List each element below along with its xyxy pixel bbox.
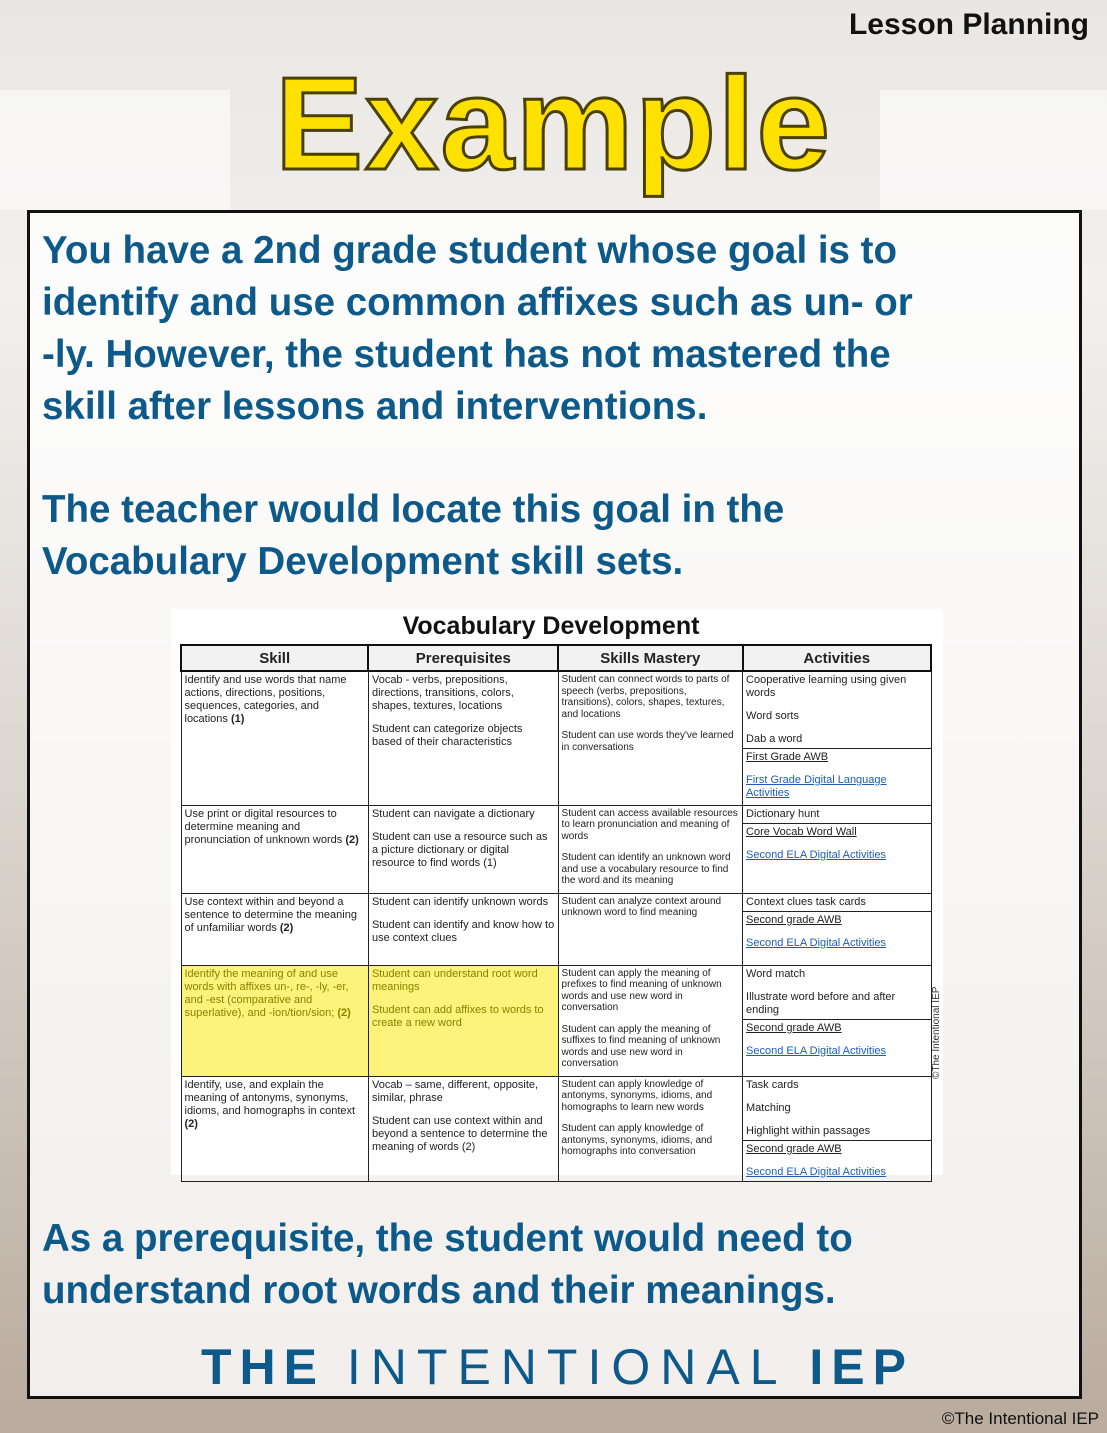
logo-intentional: INTENTIONAL (346, 1339, 788, 1395)
mastery-cell (558, 1076, 742, 1181)
activity-item: Task cards (746, 1078, 799, 1091)
resources-list (743, 912, 930, 952)
mastery-cell (558, 893, 742, 965)
vertical-copyright: ©The Intentional IEP (931, 986, 942, 1079)
mastery-item: Student can analyze context around unknown word to find meaning (561, 895, 722, 918)
resource-link[interactable]: Core Vocab Word Wall (746, 825, 857, 838)
resource-link[interactable]: Second grade AWB (746, 1021, 842, 1034)
activity-item: Word match (746, 967, 806, 980)
table-row (181, 893, 931, 965)
resource-link[interactable]: Second grade AWB (746, 1142, 842, 1155)
intro-line: skill after lessons and interventions. (42, 385, 708, 428)
prerequisite-item: Vocab - verbs, prepositions, directions, transitions, colors, shapes, textures, locations (371, 674, 514, 712)
activities-cell (743, 805, 931, 893)
grade-level: (2) (337, 1006, 351, 1019)
column-header: Prerequisites (368, 645, 558, 671)
resources-list (743, 749, 930, 802)
intro-line: You have a 2nd grade student whose goal is to (42, 229, 897, 272)
mastery-item: Student can apply knowledge of antonyms, synonyms, idioms, and homographs to learn new words (561, 1078, 713, 1113)
mastery-item: Student can apply knowledge of antonyms, synonyms, idioms, and homographs into conversation (561, 1123, 713, 1157)
prerequisite-item: Student can use context within and beyond a sentence to determine the meaning of words (2) (371, 1114, 548, 1153)
mastery-cell (558, 671, 742, 805)
logo-the: THE (201, 1339, 325, 1395)
activity-item: Highlight within passages (746, 1124, 871, 1137)
resource-link[interactable]: Second ELA Digital Activities (746, 1165, 887, 1178)
activities-list (743, 672, 930, 749)
grade-level: (2) (279, 921, 294, 934)
content-panel (27, 210, 1082, 1399)
mastery-item: Student can access available resources to learn pronunciation and meaning of words (561, 807, 738, 842)
resource-link[interactable]: First Grade Digital Language Activities (746, 774, 887, 799)
skills-table-image (171, 609, 943, 1178)
activities-list (743, 806, 930, 824)
prerequisite-item: Student can navigate a dictionary (371, 807, 535, 820)
table-row (181, 671, 931, 805)
prerequisites-cell (368, 893, 558, 965)
resources-list (743, 1020, 930, 1060)
resource-link[interactable]: Second grade AWB (746, 913, 842, 926)
activities-cell (743, 893, 931, 965)
column-header: Skills Mastery (558, 645, 742, 671)
prerequisite-item: Student can understand root word meanings (371, 967, 538, 993)
grade-level: (2) (345, 833, 359, 846)
activity-item: Illustrate word before and after ending (746, 990, 896, 1016)
skill-cell (181, 893, 368, 965)
resource-link[interactable]: Second ELA Digital Activities (746, 936, 887, 949)
activity-item: Matching (746, 1101, 791, 1114)
mastery-item: Student can apply the meaning of suffixes to find meaning of unknown words and use new word in conversation (561, 1023, 721, 1069)
footer-copyright: ©The Intentional IEP (941, 1409, 1099, 1428)
resource-link[interactable]: Second ELA Digital Activities (746, 848, 887, 861)
prerequisites-cell (368, 1076, 558, 1181)
table-row (181, 965, 931, 1076)
locate-line: Vocabulary Development skill sets. (42, 540, 684, 583)
mastery-item: Student can use words they've learned in conversations (561, 730, 734, 753)
column-header: Skill (181, 645, 368, 671)
topic-label: Lesson Planning (848, 8, 1089, 41)
activities-cell (743, 965, 931, 1076)
page-title: Example (275, 50, 832, 197)
column-header: Activities (743, 645, 931, 671)
skill-text: Identify the meaning of and use words with affixes un-, re-, -ly, -er, and -est (comparative and superlative), and -ion/tion/sion; (184, 967, 349, 1019)
intro-paragraph (42, 225, 913, 433)
skill-text: Use print or digital resources to determine meaning and pronunciation of unknown words (184, 807, 343, 846)
prerequisites-cell (368, 805, 558, 893)
activities-list (743, 966, 930, 1020)
table-row (181, 805, 931, 893)
prerequisites-cell (368, 965, 558, 1076)
activities-list (743, 1077, 930, 1141)
mastery-item: Student can apply the meaning of prefixes to find meaning of unknown words and use new word in conversation (561, 967, 722, 1013)
skill-cell (181, 965, 368, 1076)
mastery-cell (558, 805, 742, 893)
intro-line: identify and use common affixes such as un- or (42, 281, 913, 324)
prerequisite-item: Student can categorize objects based of their characteristics (371, 723, 523, 748)
skill-text: Use context within and beyond a sentence to determine the meaning of unfamiliar words (184, 895, 357, 934)
mastery-item: Student can identify an unknown word and use a vocabulary resource to find the word and its meaning (561, 852, 731, 886)
locate-line: The teacher would locate this goal in the (42, 488, 785, 531)
prerequisite-item: Student can identify unknown words (371, 895, 549, 908)
logo-iep: IEP (809, 1339, 914, 1395)
resources-list (743, 1141, 930, 1181)
mastery-cell (558, 965, 742, 1076)
prerequisite-item: Student can add affixes to words to create a new word (371, 1003, 544, 1029)
prerequisite-item: Student can use a resource such as a picture dictionary or digital resource to find words (1) (371, 830, 548, 869)
grade-level: (1) (230, 713, 245, 725)
activities-cell (743, 1076, 931, 1181)
conclusion-line: As a prerequisite, the student would need to (42, 1217, 853, 1260)
grade-level: (2) (184, 1117, 198, 1130)
resource-link[interactable]: Second ELA Digital Activities (746, 1044, 887, 1057)
skill-cell (181, 671, 368, 805)
skill-text: Identify and use words that name actions, directions, positions, sequences, categories, and locations (184, 674, 347, 725)
prerequisite-item: Vocab – same, different, opposite, similar, phrase (371, 1078, 539, 1104)
skill-cell (181, 805, 368, 893)
skill-cell (181, 1076, 368, 1181)
activity-item: Cooperative learning using given words (746, 674, 907, 699)
conclusion-line: understand root words and their meanings. (42, 1269, 836, 1312)
intro-line: -ly. However, the student has not mastered the (42, 333, 891, 376)
activities-list (743, 894, 930, 912)
vocabulary-table (180, 644, 932, 1182)
prerequisite-item: Student can identify and know how to use context clues (371, 918, 555, 944)
activities-cell (743, 671, 931, 805)
table-title: Vocabulary Development (402, 612, 700, 640)
activity-item: Dictionary hunt (746, 807, 820, 820)
resource-link[interactable]: First Grade AWB (746, 751, 829, 763)
prerequisites-cell (368, 671, 558, 805)
skill-text: Identify, use, and explain the meaning of antonyms, synonyms, idioms, and homographs in context (184, 1078, 356, 1117)
table-row (181, 1076, 931, 1181)
brand-logo (30, 1338, 1085, 1396)
locate-paragraph (42, 484, 784, 588)
resources-list (743, 824, 930, 864)
activity-item: Word sorts (746, 710, 799, 722)
conclusion-paragraph (42, 1213, 853, 1317)
mastery-item: Student can connect words to parts of speech (verbs, prepositions, transitions), colors, shapes, textures, and locations (561, 674, 730, 720)
activity-item: Context clues task cards (746, 895, 866, 908)
activity-item: Dab a word (746, 733, 803, 745)
